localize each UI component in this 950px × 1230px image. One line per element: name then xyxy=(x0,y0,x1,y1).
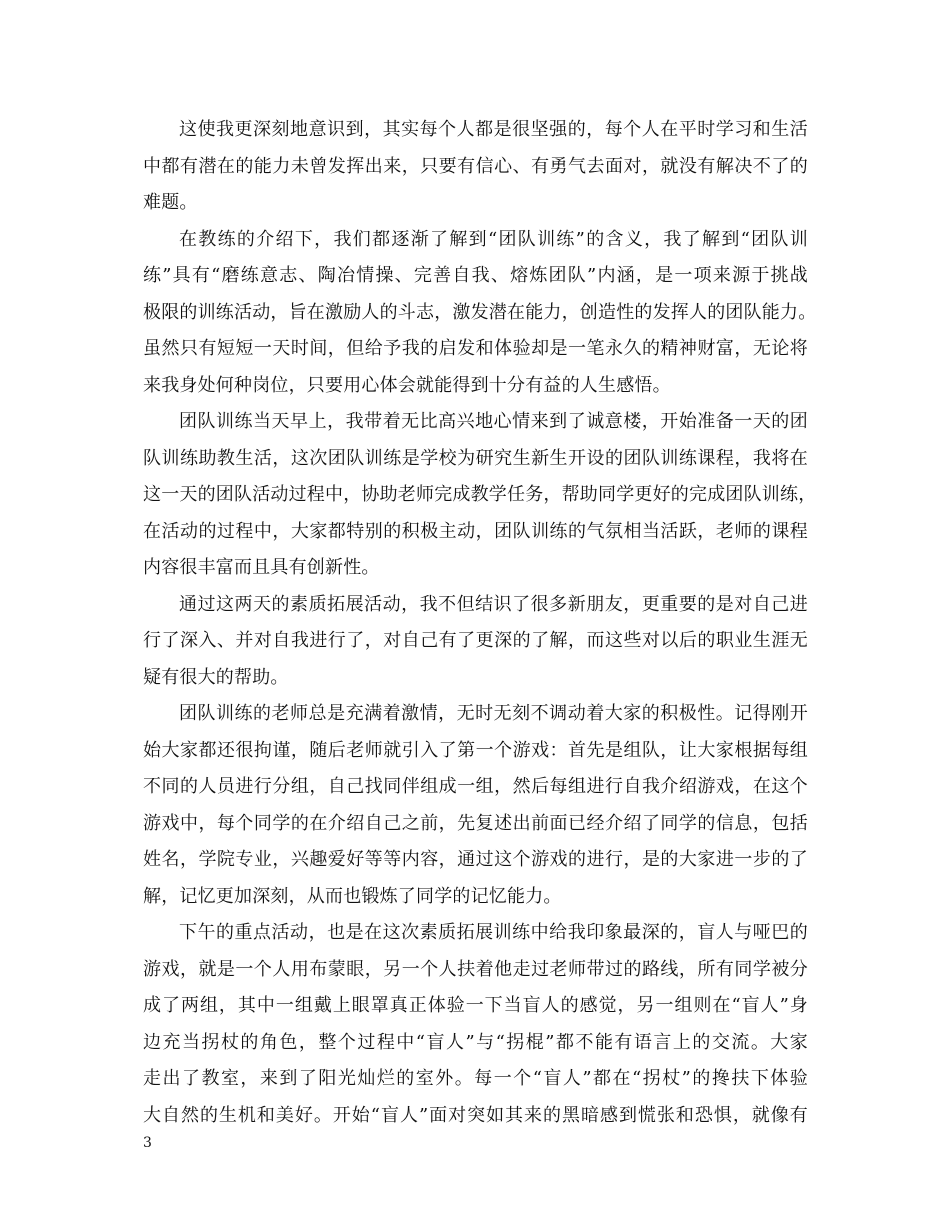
text-line: 大自然的生机和美好。开始“盲人”面对突如其来的黑暗感到慌张和恐惧，就像有 xyxy=(143,1104,808,1126)
text-line: 极限的训练活动，旨在激励人的斗志，激发潜在能力，创造性的发挥人的团队能力。 xyxy=(143,301,817,323)
text-line: 成了两组，其中一组戴上眼罩真正体验一下当盲人的感觉，另一组则在“盲人”身 xyxy=(143,995,808,1016)
text-line: 队训练助教生活，这次团队训练是学校为研究生新生开设的团队训练课程，我将在 xyxy=(143,447,808,469)
text-line: 团队训练当天早上，我带着无比高兴地心情来到了诚意楼，开始准备一天的团 xyxy=(179,411,808,432)
text-line: 游戏中，每个同学的在介绍自己之前，先复述出前面已经介绍了同学的信息，包括 xyxy=(143,812,808,834)
text-line: 边充当拐杖的角色，整个过程中“盲人”与“拐棍”都不能有语言上的交流。大家 xyxy=(143,1031,808,1053)
page-number: 3 xyxy=(143,1135,152,1151)
text-line: 中都有潜在的能力未曾发挥出来，只要有信心、有勇气去面对，就没有解决不了的 xyxy=(143,155,808,177)
text-line: 这一天的团队活动过程中，协助老师完成教学任务，帮助同学更好的完成团队训练， xyxy=(143,484,817,505)
text-line: 在活动的过程中，大家都特别的积极主动，团队训练的气氛相当活跃，老师的课程 xyxy=(143,520,808,542)
text-line: 内容很丰富而且具有创新性。 xyxy=(143,557,380,578)
text-line: 这使我更深刻地意识到，其实每个人都是很坚强的，每个人在平时学习和生活 xyxy=(179,119,808,140)
text-line: 不同的人员进行分组，自己找同伴组成一组，然后每组进行自我介绍游戏，在这个 xyxy=(143,776,808,797)
text-line: 来我身处何种岗位，只要用心体会就能得到十分有益的人生感悟。 xyxy=(143,374,671,396)
text-line: 下午的重点活动，也是在这次素质拓展训练中给我印象最深的，盲人与哑巴的 xyxy=(179,922,808,943)
text-line: 通过这两天的素质拓展活动，我不但结识了很多新朋友，更重要的是对自己进 xyxy=(179,593,808,615)
text-line: 游戏，就是一个人用布蒙眼，另一个人扶着他走过老师带过的路线，所有同学被分 xyxy=(143,958,808,980)
text-line: 行了深入、并对自我进行了，对自己有了更深的了解，而这些对以后的职业生涯无 xyxy=(143,630,808,651)
text-line: 团队训练的老师总是充满着激情，无时无刻不调动着大家的积极性。记得刚开 xyxy=(179,703,808,724)
text-line: 走出了教室，来到了阳光灿烂的室外。每一个“盲人”都在“拐杖”的搀扶下体验 xyxy=(143,1068,808,1089)
text-line: 始大家都还很拘谨，随后老师就引入了第一个游戏：首先是组队，让大家根据每组 xyxy=(143,739,808,761)
body-text xyxy=(143,112,817,1134)
text-line: 练”具有“磨练意志、陶冶情操、完善自我、熔炼团队”内涵，是一项来源于挑战 xyxy=(143,265,808,286)
text-line: 姓名，学院专业，兴趣爱好等等内容，通过这个游戏的进行，是的大家进一步的了 xyxy=(143,849,808,870)
text-line: 解，记忆更加深刻，从而也锻炼了同学的记忆能力。 xyxy=(143,885,562,907)
text-line: 虽然只有短短一天时间，但给予我的启发和体验却是一笔永久的精神财富，无论将 xyxy=(143,338,808,359)
text-line: 难题。 xyxy=(143,192,198,213)
text-line: 疑有很大的帮助。 xyxy=(143,666,289,688)
text-line: 在教练的介绍下，我们都逐渐了解到“团队训练”的含义，我了解到“团队训 xyxy=(179,228,808,250)
